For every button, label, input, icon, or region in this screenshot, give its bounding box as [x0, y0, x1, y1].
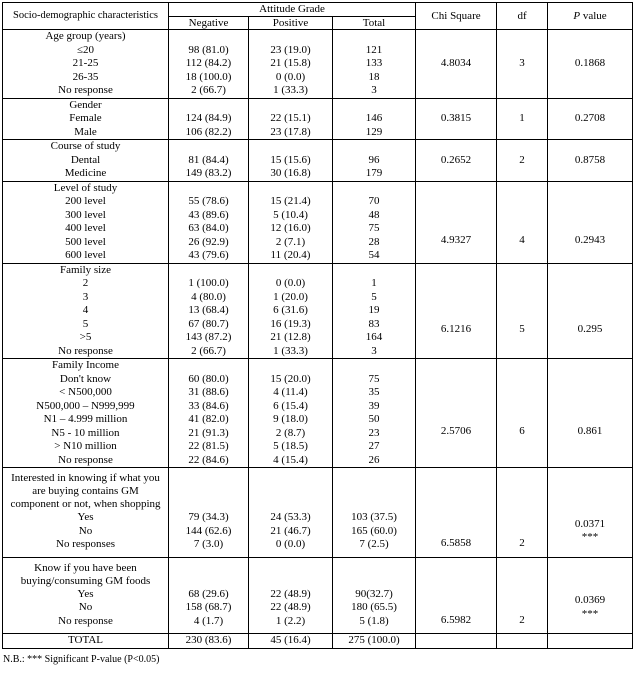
- characteristics-cell: [3, 98, 169, 140]
- total-chi-empty-cell: [416, 634, 497, 649]
- cell-value: 22 (48.9): [270, 601, 311, 613]
- positive-cell: [249, 468, 333, 558]
- spacer-line: [333, 30, 415, 44]
- spacer-line: [333, 99, 415, 113]
- row-label: 21-25: [72, 57, 99, 69]
- cell-value: 79 (34.3): [188, 511, 229, 523]
- total-row: [3, 634, 633, 649]
- total-cell: [333, 98, 416, 140]
- df-cell: [497, 98, 548, 140]
- negative-cell: [169, 181, 249, 263]
- cell-value: 12 (16.0): [270, 222, 311, 234]
- row-label: 5: [82, 317, 89, 330]
- cell-value: 22 (15.1): [270, 112, 311, 124]
- cell-value: 6 (15.4): [273, 399, 308, 412]
- chi-square-cell: [416, 181, 497, 263]
- p-value-cell: [548, 263, 633, 359]
- p-value-header-rest: value: [580, 9, 607, 22]
- df-cell: [497, 263, 548, 359]
- cell-value: 35: [368, 386, 380, 398]
- df-value: 6: [519, 425, 525, 438]
- cell-value: 43 (79.6): [188, 249, 229, 261]
- cell-value: 83: [368, 317, 380, 330]
- df-value: 2: [519, 613, 525, 626]
- chi-square-value: 0.3815: [440, 112, 472, 124]
- section-title-line: Course of study: [50, 140, 121, 152]
- section-row: [3, 98, 633, 140]
- row-label: 400 level: [65, 222, 106, 234]
- table-total: [3, 634, 633, 649]
- cell-value: 24 (53.3): [270, 511, 311, 523]
- characteristics-cell: [3, 30, 169, 99]
- negative-cell: [169, 263, 249, 359]
- positive-cell: [249, 98, 333, 140]
- section-title-line: Family size: [59, 263, 112, 276]
- cell-value: 15 (20.0): [270, 372, 311, 385]
- section-row: [3, 557, 633, 634]
- cell-value: 4 (11.4): [273, 386, 308, 398]
- cell-value: 5 (1.8): [359, 614, 389, 627]
- chi-square-value: 6.5982: [440, 613, 472, 626]
- spacer-line: [333, 359, 415, 373]
- cell-value: 1: [371, 277, 377, 289]
- spacer-line: [249, 359, 332, 373]
- row-label: ≤20: [76, 43, 95, 56]
- chi-square-value: 6.1216: [440, 323, 472, 335]
- spacer-line: [333, 182, 415, 196]
- row-label: >5: [79, 331, 92, 343]
- chi-square-cell: [416, 359, 497, 468]
- spacer-line: [169, 30, 248, 44]
- cell-value: 133: [365, 57, 383, 69]
- characteristics-cell: [3, 359, 169, 468]
- spacer-line: [249, 140, 332, 154]
- p-value-cell: [548, 98, 633, 140]
- cell-value: 67 (80.7): [188, 317, 229, 330]
- section-row: [3, 181, 633, 263]
- cell-value: 275 (100.0): [348, 634, 400, 646]
- total-label-cell: [3, 634, 169, 649]
- cell-value: 41 (82.0): [188, 413, 229, 425]
- spacer-line: [169, 264, 248, 278]
- cell-value: 124 (84.9): [185, 112, 232, 124]
- cell-value: 48: [368, 208, 380, 221]
- p-significance-stars: ***: [581, 531, 599, 543]
- spacer-line: [169, 99, 248, 113]
- cell-value: 4 (15.4): [273, 453, 308, 466]
- section-row: [3, 140, 633, 182]
- spacer-line: [249, 264, 332, 278]
- characteristics-cell: [3, 263, 169, 359]
- cell-value: 21 (12.8): [270, 331, 311, 343]
- cell-value: 15 (15.6): [270, 153, 311, 166]
- cell-value: 164: [365, 331, 383, 343]
- section-row: [3, 468, 633, 558]
- row-label: Female: [69, 112, 102, 124]
- cell-value: 75: [368, 222, 380, 234]
- cell-value: 45 (16.4): [270, 634, 311, 646]
- row-label: No response: [58, 84, 113, 96]
- spacer-line: [249, 30, 332, 44]
- row-label: Yes: [77, 587, 94, 600]
- section-title-line: Age group (years): [45, 30, 126, 42]
- p-value-cell: [548, 30, 633, 99]
- spacer-line: [169, 140, 248, 154]
- cell-value: 2 (7.1): [275, 235, 306, 248]
- p-value: 0.0369: [574, 594, 606, 606]
- cell-value: 18: [368, 70, 380, 83]
- table-body: [3, 30, 633, 634]
- p-value: 0.8758: [574, 153, 606, 166]
- cell-value: 26 (92.9): [188, 235, 229, 248]
- row-label: No: [78, 524, 93, 537]
- cell-value: 15 (21.4): [270, 195, 311, 207]
- cell-value: 0 (0.0): [275, 277, 306, 289]
- cell-value: 21 (91.3): [188, 426, 229, 439]
- cell-value: 30 (16.8): [270, 167, 311, 179]
- row-label: 200 level: [65, 195, 106, 207]
- cell-value: 2 (66.7): [191, 84, 226, 96]
- characteristics-cell: [3, 557, 169, 634]
- cell-value: 54: [368, 249, 380, 261]
- total-cell: [333, 468, 416, 558]
- cell-value: 143 (87.2): [185, 331, 232, 343]
- col-header-positive: Positive: [249, 16, 333, 30]
- section-row: [3, 30, 633, 99]
- df-value: 2: [519, 537, 525, 549]
- row-label: 500 level: [65, 235, 106, 248]
- row-label: < N500,000: [59, 386, 112, 398]
- total-cell: [333, 181, 416, 263]
- cell-value: 230 (83.6): [185, 634, 232, 646]
- chi-square-value: 6.5858: [440, 537, 472, 549]
- cell-value: 146: [365, 112, 383, 124]
- df-value: 5: [519, 323, 525, 335]
- cell-value: 21 (15.8): [270, 57, 311, 69]
- cell-value: 23 (17.8): [270, 125, 311, 138]
- section-title-line: Level of study: [53, 181, 118, 194]
- cell-value: 1 (33.3): [273, 84, 308, 96]
- cell-value: 106 (82.2): [185, 125, 232, 138]
- negative-cell: [169, 140, 249, 182]
- total-total-cell: [333, 634, 416, 649]
- cell-value: 0 (0.0): [275, 70, 306, 83]
- cell-value: 149 (83.2): [185, 167, 232, 179]
- row-label: 3: [82, 290, 89, 303]
- positive-cell: [249, 30, 333, 99]
- section-title-line: component or not, when shopping: [10, 498, 161, 510]
- cell-value: 70: [368, 195, 380, 207]
- row-label: No response: [58, 344, 113, 357]
- p-value-cell: [548, 359, 633, 468]
- table-header: [3, 3, 633, 30]
- chi-square-value: 4.9327: [440, 234, 472, 247]
- row-label: Don't know: [59, 372, 112, 385]
- row-label: 26-35: [72, 70, 99, 83]
- total-positive-cell: [249, 634, 333, 649]
- cell-value: 98 (81.0): [188, 43, 229, 56]
- cell-value: 28: [368, 235, 380, 248]
- chi-square-cell: [416, 30, 497, 99]
- cell-value: 179: [365, 167, 383, 179]
- cell-value: 1 (33.3): [273, 344, 308, 357]
- cell-value: 31 (88.6): [188, 386, 229, 398]
- header-row-1: [3, 3, 633, 17]
- chi-square-cell: [416, 263, 497, 359]
- row-label: N1 – 4.999 million: [43, 413, 128, 425]
- spacer-line: [169, 182, 248, 196]
- total-p-empty-cell: [548, 634, 633, 649]
- df-cell: [497, 181, 548, 263]
- p-value-header-italic: P: [573, 9, 581, 22]
- characteristics-cell: [3, 468, 169, 558]
- p-value: 0.1868: [574, 57, 606, 69]
- col-header-p-value: [548, 3, 633, 30]
- spacer-line: [333, 140, 415, 154]
- df-value: 1: [519, 112, 525, 124]
- chi-square-cell: [416, 468, 497, 558]
- spacer-line: [249, 182, 332, 196]
- row-label: No response: [58, 453, 113, 466]
- df-value: 2: [519, 153, 525, 166]
- section-title-line: Family Income: [52, 359, 119, 371]
- df-value: 4: [519, 234, 525, 247]
- p-value-cell: [548, 557, 633, 634]
- p-value: 0.861: [577, 425, 603, 438]
- cell-value: 55 (78.6): [188, 195, 229, 207]
- cell-value: 3: [371, 84, 377, 96]
- cell-value: 165 (60.0): [351, 524, 397, 537]
- col-header-negative: Negative: [169, 16, 249, 30]
- col-header-attitude-grade: Attitude Grade: [169, 3, 416, 17]
- section-row: [3, 263, 633, 359]
- cell-value: 103 (37.5): [351, 511, 397, 523]
- p-value-cell: [548, 468, 633, 558]
- section-title-line: Know if you have been: [34, 561, 137, 574]
- chi-square-value: 2.5706: [440, 425, 472, 438]
- positive-cell: [249, 181, 333, 263]
- cell-value: 39: [368, 399, 380, 412]
- positive-cell: [249, 359, 333, 468]
- footnote: N.B.: *** Significant P-value (P<0.05): [3, 653, 160, 665]
- cell-value: 5 (18.5): [273, 440, 308, 452]
- negative-cell: [169, 98, 249, 140]
- cell-value: 60 (80.0): [188, 372, 229, 385]
- cell-value: 4 (1.7): [193, 614, 224, 627]
- chi-square-cell: [416, 140, 497, 182]
- total-negative-cell: [169, 634, 249, 649]
- df-value: 3: [519, 57, 525, 69]
- row-label: N5 - 10 million: [51, 426, 120, 439]
- cell-value: 1 (100.0): [188, 277, 229, 289]
- spacer-line: [333, 264, 415, 278]
- p-value: 0.295: [577, 323, 603, 335]
- total-df-empty-cell: [497, 634, 548, 649]
- cell-value: 18 (100.0): [185, 70, 232, 83]
- total-label: TOTAL: [68, 634, 103, 646]
- cell-value: 21 (46.7): [270, 524, 311, 537]
- cell-value: 16 (19.3): [270, 317, 311, 330]
- row-label: No response: [58, 614, 113, 627]
- cell-value: 81 (84.4): [188, 153, 229, 166]
- row-label: Yes: [77, 511, 94, 523]
- row-label: > N10 million: [54, 440, 117, 452]
- cell-value: 90(32.7): [355, 587, 393, 600]
- negative-cell: [169, 557, 249, 634]
- row-label: Male: [74, 125, 97, 138]
- cell-value: 180 (65.5): [351, 601, 397, 613]
- p-value-cell: [548, 181, 633, 263]
- col-header-df: df: [497, 3, 548, 30]
- cell-value: 43 (89.6): [188, 208, 229, 221]
- chi-square-value: 4.8034: [440, 57, 472, 69]
- col-header-total: Total: [333, 16, 416, 30]
- chi-square-cell: [416, 98, 497, 140]
- row-label: Dental: [70, 153, 101, 166]
- total-cell: [333, 263, 416, 359]
- total-cell: [333, 140, 416, 182]
- cell-value: 158 (68.7): [185, 601, 232, 613]
- cell-value: 33 (84.6): [188, 399, 229, 412]
- cell-value: 50: [368, 413, 380, 425]
- df-cell: [497, 140, 548, 182]
- negative-cell: [169, 468, 249, 558]
- total-cell: [333, 359, 416, 468]
- cell-value: 129: [365, 125, 383, 138]
- characteristics-cell: [3, 140, 169, 182]
- positive-cell: [249, 140, 333, 182]
- p-significance-stars: ***: [581, 607, 599, 620]
- cell-value: 22 (81.5): [188, 440, 229, 452]
- negative-cell: [169, 30, 249, 99]
- cell-value: 112 (84.2): [185, 57, 232, 69]
- cell-value: 22 (84.6): [188, 453, 229, 466]
- section-title-line: Interested in knowing if what you: [11, 472, 160, 484]
- chi-square-value: 0.2652: [440, 153, 472, 166]
- cell-value: 96: [368, 153, 380, 166]
- p-value: 0.2943: [574, 234, 606, 247]
- section-title-line: buying/consuming GM foods: [20, 574, 151, 587]
- p-value-cell: [548, 140, 633, 182]
- cell-value: 9 (18.0): [273, 413, 308, 425]
- df-cell: [497, 359, 548, 468]
- total-cell: [333, 557, 416, 634]
- cell-value: 0 (0.0): [275, 538, 306, 550]
- cell-value: 19: [368, 304, 380, 316]
- col-header-characteristics: Socio-demographic characteristics: [3, 3, 169, 30]
- cell-value: 27: [368, 440, 380, 452]
- cell-value: 11 (20.4): [270, 249, 311, 261]
- cell-value: 2 (8.7): [275, 426, 306, 439]
- cell-value: 3: [371, 344, 377, 357]
- cell-value: 144 (62.6): [185, 524, 232, 537]
- cell-value: 68 (29.6): [188, 587, 229, 600]
- cell-value: 22 (48.9): [270, 587, 311, 600]
- cell-value: 75: [368, 372, 380, 385]
- p-value: 0.0371: [574, 517, 606, 530]
- row-label: 600 level: [65, 249, 106, 261]
- cell-value: 13 (68.4): [188, 304, 229, 316]
- spacer-line: [249, 99, 332, 113]
- cell-value: 63 (84.0): [188, 222, 229, 234]
- cell-value: 6 (31.6): [273, 304, 308, 316]
- row-label: No: [78, 601, 93, 613]
- spacer-line: [169, 359, 248, 373]
- df-cell: [497, 30, 548, 99]
- row-label: 300 level: [65, 208, 106, 221]
- cell-value: 23 (19.0): [270, 43, 311, 56]
- cell-value: 1 (20.0): [273, 290, 308, 303]
- cell-value: 4 (80.0): [191, 290, 226, 303]
- df-cell: [497, 557, 548, 634]
- section-row: [3, 359, 633, 468]
- p-value: 0.2708: [574, 112, 606, 124]
- cell-value: 121: [365, 43, 383, 56]
- cell-value: 5 (10.4): [273, 208, 308, 221]
- cell-value: 7 (2.5): [359, 538, 389, 550]
- positive-cell: [249, 263, 333, 359]
- chi-square-cell: [416, 557, 497, 634]
- row-label: N500,000 – N999,999: [36, 399, 135, 412]
- cell-value: 1 (2.2): [275, 614, 306, 627]
- total-cell: [333, 30, 416, 99]
- section-title-line: are buying contains GM: [32, 485, 139, 497]
- df-cell: [497, 468, 548, 558]
- cell-value: 23: [368, 426, 380, 439]
- positive-cell: [249, 557, 333, 634]
- cell-value: 2 (66.7): [191, 344, 226, 357]
- socio-demographic-table: [2, 2, 633, 649]
- negative-cell: [169, 359, 249, 468]
- row-label: No responses: [56, 538, 115, 550]
- row-label: 2: [82, 277, 89, 289]
- col-header-chi-square: Chi Square: [416, 3, 497, 30]
- row-label: 4: [82, 304, 89, 316]
- characteristics-cell: [3, 181, 169, 263]
- cell-value: 7 (3.0): [193, 538, 224, 550]
- row-label: Medicine: [64, 167, 107, 179]
- section-title-line: Gender: [69, 98, 102, 111]
- cell-value: 5: [371, 290, 377, 303]
- cell-value: 26: [368, 453, 380, 466]
